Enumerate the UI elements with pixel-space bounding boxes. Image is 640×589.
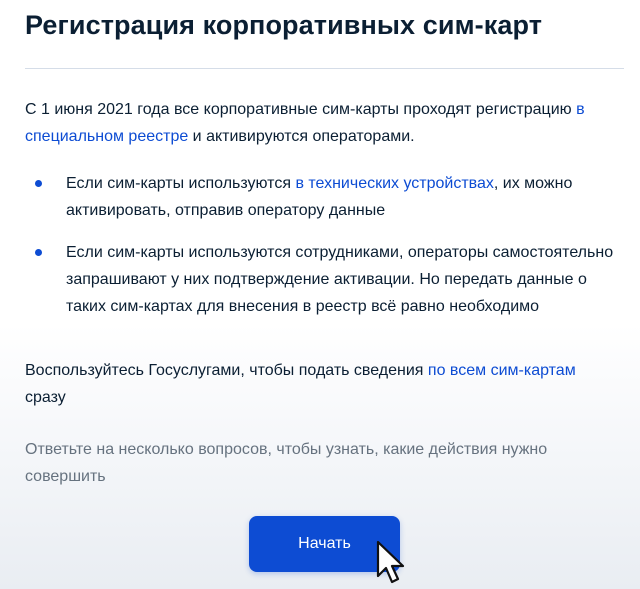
intro-text-after: и активируются операторами. [188, 128, 415, 145]
bullet-dot-icon [35, 180, 42, 187]
technical-devices-link[interactable]: в технических устройствах [295, 175, 494, 192]
bullet-text-after: , их можно активировать, отправив оператору данные [66, 175, 573, 219]
start-button[interactable]: Начать [249, 516, 400, 572]
title-divider [25, 68, 624, 69]
hint-text: Ответьте на несколько вопросов, чтобы узнать, какие действия нужно совершить [25, 441, 548, 485]
page-title: Регистрация корпоративных сим-карт [25, 10, 543, 40]
intro-paragraph [25, 96, 605, 150]
intro-text-before: С 1 июня 2021 года все корпоративные сим-карты проходят регистрацию [25, 101, 577, 118]
bullet-text-before: Если сим-карты используются [66, 175, 296, 192]
bullet-dot-icon [35, 249, 42, 256]
gosuslugi-text-after: сразу [25, 389, 66, 406]
bullet-item-employees [66, 239, 626, 320]
bullet-list [66, 170, 626, 335]
gosuslugi-paragraph [25, 357, 605, 411]
bullet-text: Если сим-карты используются сотрудниками, операторы самостоятельно запрашивают у них подтверждение активации. Но передать данные о таких сим-картах для внесения в реестр всё равно необходимо [66, 244, 614, 315]
registry-link[interactable]: в специальном реестре [25, 101, 585, 145]
all-sim-cards-link[interactable]: по всем сим-картам [427, 362, 576, 379]
mouse-pointer-icon [372, 540, 406, 586]
gosuslugi-text-before: Воспользуйтесь Госуслугами, чтобы подать сведения [25, 362, 428, 379]
bullet-item-technical [66, 170, 626, 224]
